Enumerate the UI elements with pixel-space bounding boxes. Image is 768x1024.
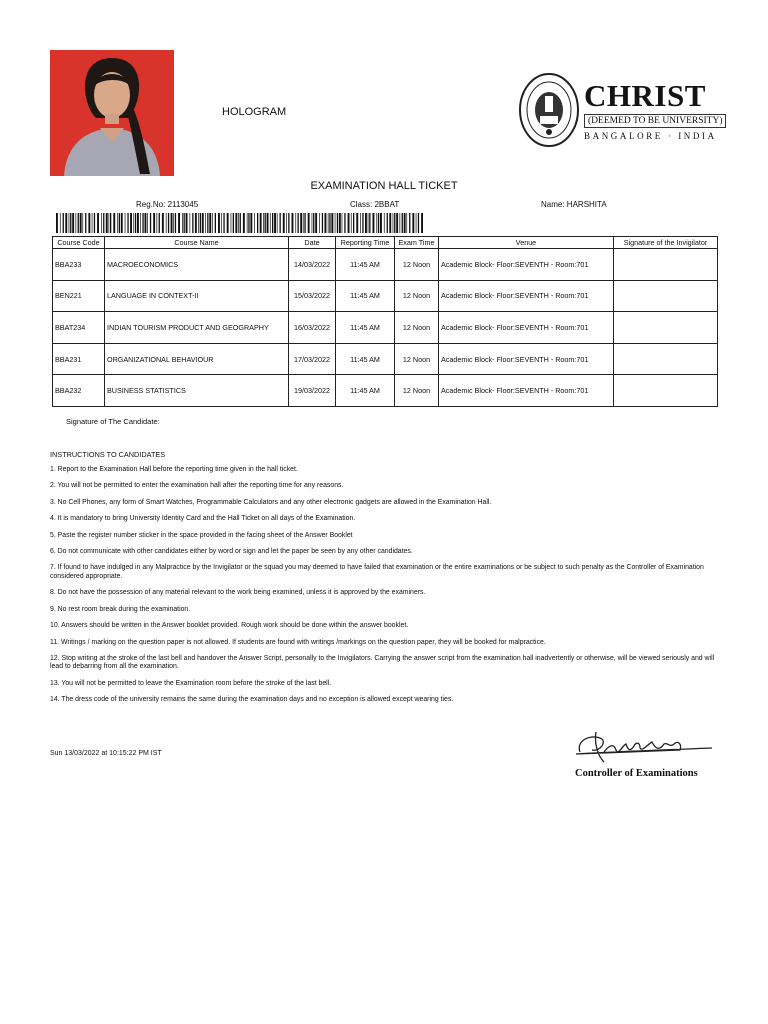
venue: Academic Block- Floor:SEVENTH - Room:701: [439, 312, 614, 344]
invigilator-signature-cell: [614, 312, 718, 344]
invigilator-signature-cell: [614, 375, 718, 407]
barcode-image: [56, 213, 424, 233]
course-code: BEN221: [53, 280, 105, 312]
header-invigilator-signature: Signature of the Invigilator: [614, 237, 718, 249]
exam-time: 12 Noon: [395, 343, 439, 375]
invigilator-signature-cell: [614, 249, 718, 281]
header-course-code: Course Code: [53, 237, 105, 249]
candidate-name: [541, 200, 607, 209]
course-name: INDIAN TOURISM PRODUCT AND GEOGRAPHY: [105, 312, 289, 344]
reporting-time: 11:45 AM: [336, 312, 395, 344]
reporting-time: 11:45 AM: [336, 280, 395, 312]
class-value: 2BBAT: [374, 200, 400, 209]
list-item: 4. It is mandatory to bring University Identity Card and the Hall Ticket on all days of the Examination.: [50, 515, 356, 523]
reporting-time: 11:45 AM: [336, 375, 395, 407]
controller-label: Controller of Examinations: [575, 768, 698, 779]
course-name: ORGANIZATIONAL BEHAVIOUR: [105, 343, 289, 375]
venue: Academic Block- Floor:SEVENTH - Room:701: [439, 249, 614, 281]
header-date: Date: [289, 237, 336, 249]
course-code: BBA231: [53, 343, 105, 375]
university-seal-icon: [518, 72, 580, 148]
invigilator-signature-cell: [614, 343, 718, 375]
course-code: BBA233: [53, 249, 105, 281]
reg-no: [136, 200, 198, 209]
list-item: 7. If found to have indulged in any Malpractice by the Invigilator or the squad you may deemed to have failed that examination or the entire examinations or be subject to such penalty as the Controller of Examination considered appropriate.: [50, 564, 704, 580]
exam-time: 12 Noon: [395, 280, 439, 312]
list-item: 9. No rest room break during the examination.: [50, 605, 191, 613]
table-row: [53, 249, 718, 281]
header-venue: Venue: [439, 237, 614, 249]
candidate-photo: [50, 50, 174, 176]
exam-date: 17/03/2022: [289, 343, 336, 375]
table-row: [53, 280, 718, 312]
list-item: 1. Report to the Examination Hall before the reporting time given in the hall ticket.: [50, 466, 298, 473]
exam-time: 12 Noon: [395, 312, 439, 344]
reporting-time: 11:45 AM: [336, 249, 395, 281]
reg-no-value: 2113045: [167, 200, 199, 209]
course-code: BBA232: [53, 375, 105, 407]
invigilator-signature-cell: [614, 280, 718, 312]
class-info: [350, 200, 399, 209]
instructions-title: INSTRUCTIONS TO CANDIDATES: [50, 450, 166, 459]
header-exam-time: Exam Time: [395, 237, 439, 249]
exam-time: 12 Noon: [395, 249, 439, 281]
controller-signature-image: [570, 722, 720, 766]
reporting-time: 11:45 AM: [336, 343, 395, 375]
list-item: 11. Writings / marking on the question paper is not allowed. If students are found with writings /markings on the question paper, they will be booked for malpractice.: [50, 638, 546, 646]
exam-date: 14/03/2022: [289, 249, 336, 281]
list-item: 13. You will not be permitted to leave the Examination room before the stroke of the last bell.: [50, 679, 332, 687]
list-item: 6. Do not communicate with other candidates either by word or sign and let the paper be seen by any other candidates.: [50, 547, 413, 555]
exam-date: 16/03/2022: [289, 312, 336, 344]
list-item: 2. You will not be permitted to enter the examination hall after the reporting time for any reasons.: [50, 482, 344, 490]
candidate-signature-label: Signature of The Candidate:: [66, 417, 160, 426]
course-name: BUSINESS STATISTICS: [105, 375, 289, 407]
print-timestamp: Sun 13/03/2022 at 10:15:22 PM IST: [50, 750, 162, 757]
university-location: BANGALORE · INDIA: [584, 131, 717, 141]
course-name: MACROECONOMICS: [105, 249, 289, 281]
table-header-row: [53, 237, 718, 249]
hologram-label: HOLOGRAM: [222, 106, 287, 118]
course-name: LANGUAGE IN CONTEXT-II: [105, 280, 289, 312]
table-row: [53, 312, 718, 344]
university-subtitle: (DEEMED TO BE UNIVERSITY): [584, 114, 726, 128]
venue: Academic Block- Floor:SEVENTH - Room:701: [439, 280, 614, 312]
instructions-list: [50, 466, 722, 713]
venue: Academic Block- Floor:SEVENTH - Room:701: [439, 375, 614, 407]
reg-no-label: Reg.No:: [136, 200, 166, 209]
exam-time: 12 Noon: [395, 375, 439, 407]
list-item: 12. Stop writing at the stroke of the last bell and handover the Answer Script, personally to the Invigilators. Carrying the answer script from the examination hall inadvertently or otherwise, will be viewed seriously and will lead to debarring from all the examination.: [50, 654, 715, 671]
list-item: 8. Do not have the possession of any material relevant to the work being examined, unless it is approved by the examiners.: [50, 589, 426, 597]
class-label: Class:: [350, 200, 373, 209]
list-item: 3. No Cell Phones, any form of Smart Watches, Programmable Calculators and any other electronic gadgets are allowed in the Examination Hall.: [50, 498, 492, 506]
header-reporting-time: Reporting Time: [336, 237, 395, 249]
table-row: [53, 375, 718, 407]
name-label: Name:: [541, 200, 565, 209]
list-item: 14. The dress code of the university remains the same during the examination days and no exception is allowed except wearing ties.: [50, 696, 454, 704]
list-item: 10. Answers should be written in the Answer booklet provided. Rough work should be done within the answer booklet.: [50, 622, 409, 630]
ticket-title: EXAMINATION HALL TICKET: [310, 180, 458, 192]
list-item: 5. Paste the register number sticker in the space provided in the facing sheet of the Answer Booklet: [50, 531, 353, 539]
name-value: HARSHITA: [566, 200, 607, 209]
exam-date: 19/03/2022: [289, 375, 336, 407]
exam-date: 15/03/2022: [289, 280, 336, 312]
header-course-name: Course Name: [105, 237, 289, 249]
course-code: BBAT234: [53, 312, 105, 344]
exam-schedule-table: [52, 236, 718, 407]
university-name: CHRIST: [584, 78, 706, 113]
venue: Academic Block- Floor:SEVENTH - Room:701: [439, 343, 614, 375]
table-row: [53, 343, 718, 375]
